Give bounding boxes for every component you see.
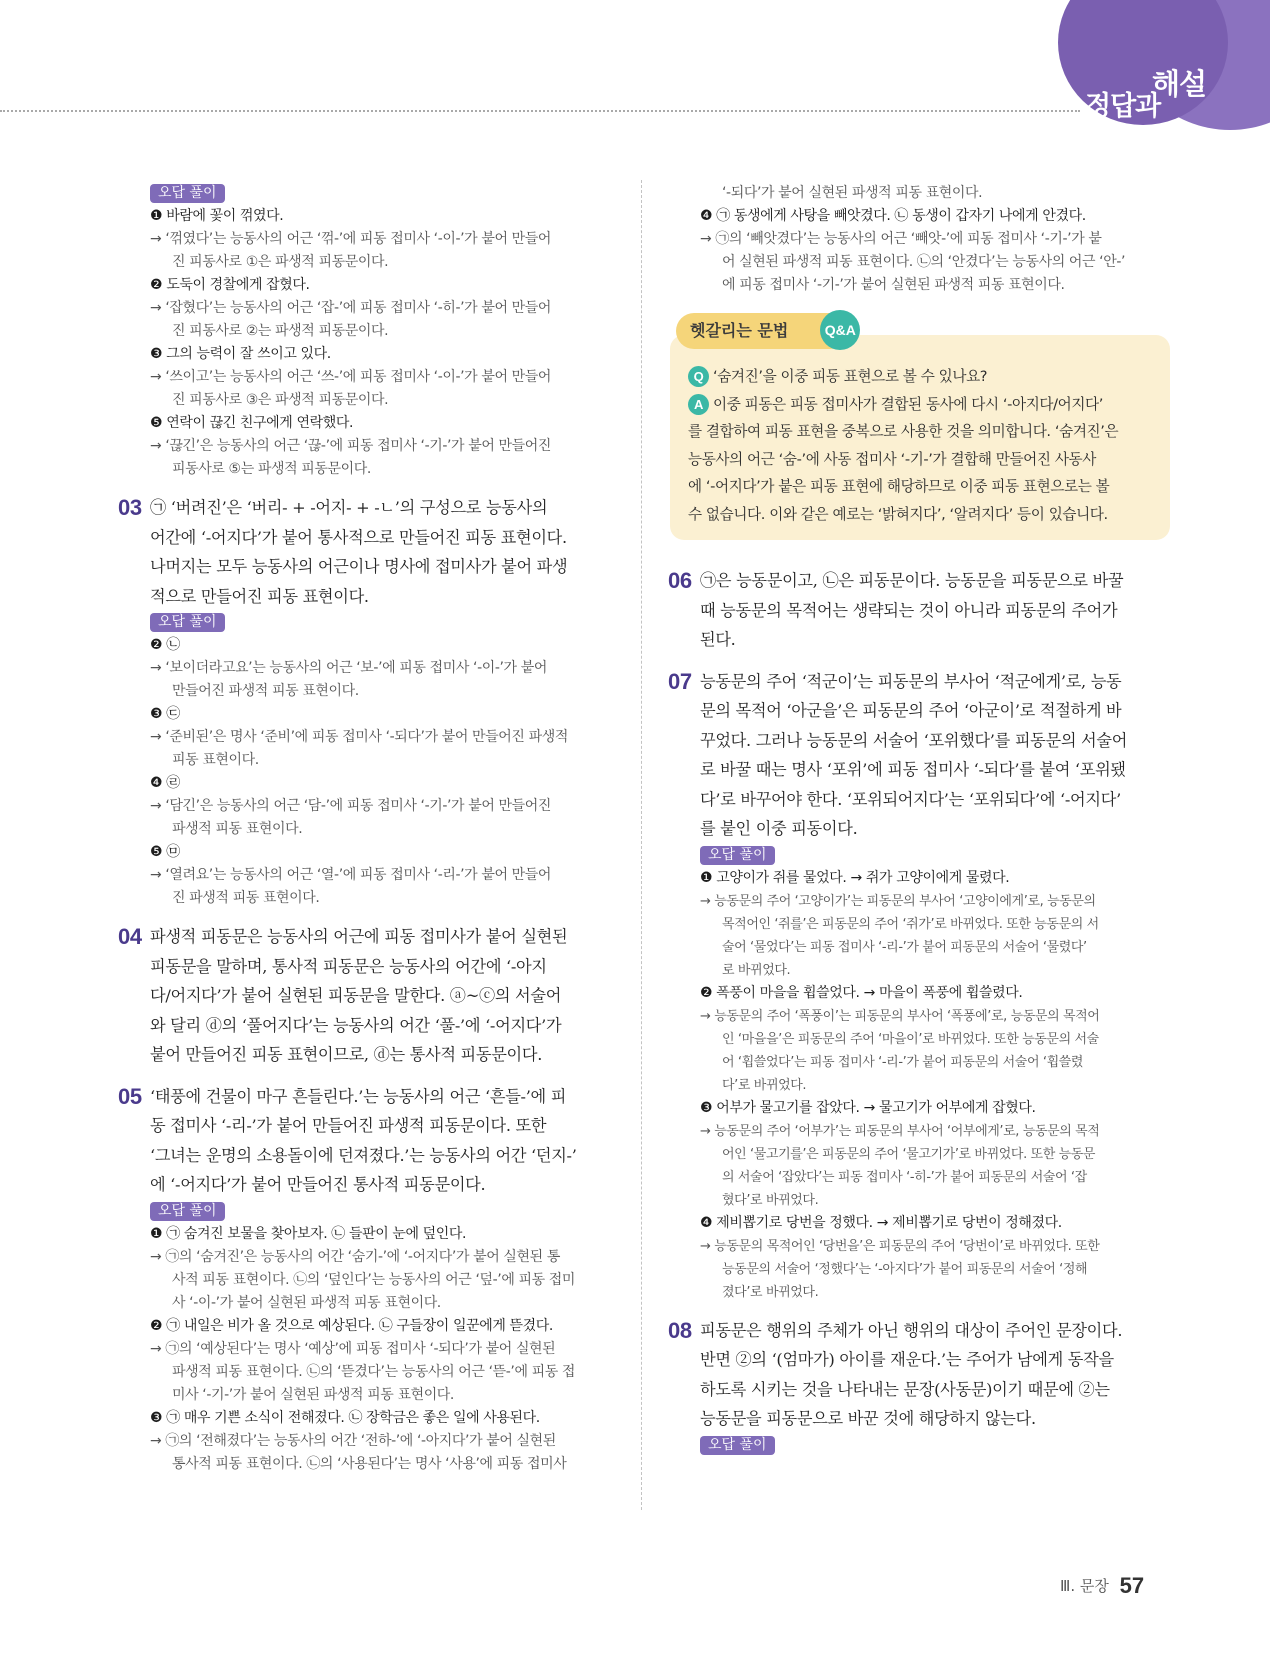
answer-line: 문의 목적어 ‘아군을’은 피동문의 주어 ‘아군이’로 적절하게 바 — [700, 701, 1122, 720]
answer-line: 적으로 만들어진 피동 표현이다. — [150, 586, 369, 606]
explanation-line: → ‘잡혔다’는 능동사의 어근 ‘잡-’에 피동 접미사 ‘-히-’가 붙어 만들어 — [150, 300, 552, 316]
choice-heading: ❶ 바람에 꽃이 꺾였다. — [150, 208, 284, 224]
answer-line: 꾸었다. 그러나 능동문의 서술어 ‘포위했다’를 피동문의 서술어 — [700, 730, 1128, 750]
choice-heading: ❸ 그의 능력이 잘 쓰이고 있다. — [150, 346, 331, 362]
column-divider — [641, 180, 642, 1510]
question-08 — [670, 1316, 1170, 1434]
explanation-line: 어 ‘휩쓸었다’는 피동 접미사 ‘-리-’가 붙어 피동문의 서술어 ‘휩쓸렸 — [722, 1054, 1084, 1070]
explanation-line: → ‘보이더라고요’는 능동사의 어근 ‘보-’에 피동 접미사 ‘-이-’가 붙어 — [150, 660, 547, 676]
explanation-line: → 능동문의 주어 ‘어부가’는 피동문의 부사어 ‘어부에게’로, 능동문의 목적 — [700, 1123, 1100, 1139]
choice-heading: ❸ ㉢ — [150, 706, 180, 722]
explanation-line: 목적어인 ‘쥐를’은 피동문의 주어 ‘쥐가’로 바뀌었다. 또한 능동문의 서 — [722, 916, 1099, 932]
choice-heading: ❺ ㉤ — [150, 844, 180, 860]
explanation-line: 능동문의 서술어 ‘정했다’는 ‘-아지다’가 붙어 피동문의 서술어 ‘정해 — [722, 1261, 1088, 1277]
answer-line: 하도록 시키는 것을 나타내는 문장(사동문)이기 때문에 ②는 — [700, 1379, 1110, 1399]
answer-line: 나머지는 모두 능동사의 어근이나 명사에 접미사가 붙어 파생 — [150, 557, 568, 576]
explanation-line: 피동 표현이다. — [172, 752, 259, 768]
question-number: 08 — [668, 1317, 692, 1343]
a-mark-icon: A — [688, 394, 709, 415]
question-number: 04 — [118, 924, 142, 949]
explanation-line: → ㉠의 ‘빼앗겼다’는 능동사의 어근 ‘빼앗-’에 피동 접미사 ‘-기-’가 붙 — [700, 231, 1102, 247]
answer-line: ㉠ ‘버려진’은 ‘버리- + -어지- + -ㄴ’의 구성으로 능동사의 — [150, 498, 548, 517]
explanation-line: 어인 ‘물고기를’은 피동문의 주어 ‘물고기가’로 바뀌었다. 또한 능동문 — [722, 1146, 1096, 1162]
answer-line: 된다. — [700, 630, 736, 649]
question-03 — [120, 493, 612, 611]
answer-line: 피동문을 말하며, 통사적 피동문은 능동사의 어간에 ‘-아지 — [150, 956, 547, 976]
answer-line: 능동문을 피동문으로 바꾼 것에 해당하지 않는다. — [700, 1409, 1036, 1428]
choice-heading: ❺ 연락이 끊긴 친구에게 연락했다. — [150, 415, 354, 431]
explanation-line: 진 파생적 피동 표현이다. — [172, 890, 320, 906]
answer-line: 와 달리 ⓓ의 ‘풀어지다’는 능동사의 어간 ‘풀-’에 ‘-어지다’가 — [150, 1015, 562, 1035]
wrong-answer-tag: 오답 풀이 — [150, 613, 225, 632]
qa-title — [676, 313, 856, 349]
answer-line: 동 접미사 ‘-리-’가 붙어 만들어진 파생적 피동문이다. 또한 — [150, 1116, 547, 1135]
qa-answer-line: 에 ‘-어지다’가 붙은 피동 표현에 해당하므로 이중 피동 표현으로는 볼 — [688, 478, 1110, 495]
answer-line: 다/어지다’가 붙어 실현된 피동문을 말한다. ⓐ~ⓒ의 서술어 — [150, 986, 562, 1005]
explanation-line: 진 피동사로 ③은 파생적 피동문이다. — [172, 392, 389, 408]
header-title-2: 해설 — [1152, 67, 1207, 101]
question-06 — [670, 566, 1170, 655]
qa-question — [688, 363, 1152, 391]
explanation-line: → ‘끊긴’은 능동사의 어근 ‘끊-’에 피동 접미사 ‘-기-’가 붙어 만들어진 — [150, 438, 552, 454]
question-number: 07 — [668, 668, 692, 694]
explanation-line: → ‘담긴’은 능동사의 어근 ‘담-’에 피동 접미사 ‘-기-’가 붙어 만들어진 — [150, 798, 552, 814]
answer-line: 능동문의 주어 ‘적군이’는 피동문의 부사어 ‘적군에게’로, 능동 — [700, 671, 1122, 691]
answer-line: 에 ‘-어지다’가 붙어 만들어진 통사적 피동문이다. — [150, 1175, 486, 1194]
explanation-line: 사적 피동 표현이다. ㉡의 ‘덮인다’는 능동사의 어근 ‘덮-’에 피동 접미 — [172, 1271, 576, 1288]
choice-heading: ❹ ㉠ 동생에게 사탕을 빼앗겼다. ㉡ 동생이 갑자기 나에게 안겼다. — [700, 208, 1086, 224]
question-07 — [670, 667, 1170, 844]
choice-heading: ❷ 도둑이 경찰에게 잡혔다. — [150, 277, 310, 293]
qa-answer-line: 를 결합하여 피동 표현을 중복으로 사용한 것을 의미합니다. ‘숨겨진’은 — [688, 423, 1119, 440]
choice-heading: ❶ ㉠ 숨겨진 보물을 찾아보자. ㉡ 들판이 눈에 덮인다. — [150, 1225, 467, 1242]
explanation-line: 진 피동사로 ①은 파생적 피동문이다. — [172, 254, 389, 270]
right-column — [670, 182, 1170, 1457]
choice-heading: ❷ 폭풍이 마을을 휩쓸었다. → 마을이 폭풍에 휩쓸렸다. — [700, 984, 1023, 1001]
qa-box — [670, 321, 1170, 540]
explanation-line: 만들어진 파생적 피동 표현이다. — [172, 683, 359, 699]
explanation-line: → ㉠의 ‘전해졌다’는 능동사의 어간 ‘전하-’에 ‘-아지다’가 붙어 실현된 — [150, 1432, 556, 1449]
choice-heading: ❶ 고양이가 쥐를 물었다. → 쥐가 고양이에게 물렸다. — [700, 869, 1010, 886]
question-05 — [120, 1082, 612, 1200]
explanation-block — [670, 182, 1170, 297]
answer-line: ‘그녀는 운명의 소용돌이에 던져졌다.’는 능동사의 어간 ‘던지-’ — [150, 1145, 577, 1165]
question-number: 05 — [118, 1083, 142, 1109]
explanation-line: ‘-되다’가 붙어 실현된 파생적 피동 표현이다. — [722, 185, 983, 201]
explanation-line: 파생적 피동 표현이다. ㉡의 ‘뜯겼다’는 능동사의 어근 ‘뜯-’에 피동 접 — [172, 1363, 576, 1380]
answer-line: 로 바꿀 때는 명사 ‘포위’에 피동 접미사 ‘-되다’를 붙여 ‘포위됐 — [700, 760, 1126, 779]
question-text: ‘숨겨진’을 이중 피동 표현으로 볼 수 있나요? — [713, 368, 988, 385]
explanation-line: 통사적 피동 표현이다. ㉡의 ‘사용된다’는 명사 ‘사용’에 피동 접미사 — [172, 1455, 567, 1472]
choice-heading: ❷ ㉡ — [150, 637, 180, 653]
answer-line: 피동문은 행위의 주체가 아닌 행위의 대상이 주어인 문장이다. — [700, 1320, 1123, 1340]
wrong-answer-tag: 오답 풀이 — [150, 1202, 225, 1221]
explanation-line: 미사 ‘-기-’가 붙어 실현된 파생적 피동 표현이다. — [172, 1386, 454, 1403]
explanation-line: 인 ‘마을을’은 피동문의 주어 ‘마을이’로 바뀌었다. 또한 능동문의 서술 — [722, 1031, 1099, 1047]
question-number: 03 — [118, 495, 142, 520]
explanation-line: → 능동문의 주어 ‘폭풍이’는 피동문의 부사어 ‘폭풍에’로, 능동문의 목적어 — [700, 1008, 1100, 1024]
qa-answer-line — [688, 391, 1152, 419]
explanation-line: → ㉠의 ‘예상된다’는 명사 ‘예상’에 피동 접미사 ‘-되다’가 붙어 실현된 — [150, 1340, 556, 1357]
wrong-answer-tag: 오답 풀이 — [700, 1436, 775, 1455]
explanation-block — [670, 867, 1170, 1304]
explanation-line: 진 피동사로 ②는 파생적 피동문이다. — [172, 323, 389, 339]
wrong-answer-tag: 오답 풀이 — [700, 846, 775, 865]
choice-heading: ❷ ㉠ 내일은 비가 올 것으로 예상된다. ㉡ 구들장이 일꾼에게 뜯겼다. — [150, 1317, 553, 1334]
explanation-line: → ‘열려요’는 능동사의 어근 ‘열-’에 피동 접미사 ‘-리-’가 붙어 만들어 — [150, 867, 552, 883]
explanation-line: 의 서술어 ‘잡았다’는 피동 접미사 ‘-히-’가 붙어 피동문의 서술어 ‘잡 — [722, 1169, 1087, 1185]
explanation-line: → ‘준비된’은 명사 ‘준비’에 피동 접미사 ‘-되다’가 붙어 만들어진 파생적 — [150, 729, 568, 745]
answer-line: 다’로 바꾸어야 한다. ‘포위되어지다’는 ‘포위되다’에 ‘-어지다’ — [700, 789, 1121, 809]
chapter-label: Ⅲ. 문장 — [1060, 1577, 1109, 1595]
answer-line: 붙어 만들어진 피동 표현이므로, ⓓ는 통사적 피동문이다. — [150, 1045, 543, 1064]
qa-answer-line: 능동사의 어근 ‘숨-’에 사동 접미사 ‘-기-’가 결합해 만들어진 사동사 — [688, 450, 1096, 468]
answer-line: 를 붙인 이중 피동이다. — [700, 819, 858, 838]
answer-text: 이중 피동은 피동 접미사가 결합된 동사에 다시 ‘-아지다/어지다’ — [713, 395, 1103, 413]
explanation-block — [120, 205, 612, 481]
explanation-line: 로 바뀌었다. — [722, 962, 791, 978]
explanation-line: → ㉠의 ‘숨겨진’은 능동사의 어간 ‘숨기-’에 ‘-어지다’가 붙어 실현된 통 — [150, 1248, 560, 1265]
choice-heading: ❸ 어부가 물고기를 잡았다. → 물고기가 어부에게 잡혔다. — [700, 1099, 1036, 1116]
explanation-line: → 능동문의 목적어인 ‘당번을’은 피동문의 주어 ‘당번이’로 바뀌었다. 또한 — [700, 1238, 1100, 1254]
explanation-line: 졌다’로 바뀌었다. — [722, 1284, 819, 1300]
answer-line: ‘태풍에 건물이 마구 흔들린다.’는 능동사의 어근 ‘흔들-’에 피 — [150, 1086, 567, 1106]
left-column — [120, 182, 612, 1476]
page-number: 57 — [1119, 1573, 1145, 1598]
explanation-block — [120, 1223, 612, 1476]
explanation-line: 에 피동 접미사 ‘-기-’가 붙어 실현된 파생적 피동 표현이다. — [722, 277, 1065, 293]
qa-answer-line: 수 없습니다. 이와 같은 예로는 ‘밝혀지다’, ‘알려지다’ 등이 있습니다. — [688, 505, 1108, 523]
question-04 — [120, 922, 612, 1070]
header-title-1: 정답과 — [1085, 91, 1161, 122]
explanation-line: 다’로 바뀌었다. — [722, 1077, 807, 1093]
explanation-line: 파생적 피동 표현이다. — [172, 821, 303, 837]
q-mark-icon: Q — [688, 366, 709, 387]
qa-title-text: 헷갈리는 문법 — [690, 321, 789, 340]
explanation-line: → ‘쓰이고’는 능동사의 어근 ‘쓰-’에 피동 접미사 ‘-이-’가 붙어 만들어 — [150, 369, 552, 385]
answer-line: 때 능동문의 목적어는 생략되는 것이 아니라 피동문의 주어가 — [700, 600, 1118, 620]
wrong-answer-tag: 오답 풀이 — [150, 184, 225, 203]
question-number: 06 — [668, 568, 692, 593]
explanation-block — [120, 634, 612, 910]
explanation-line: 사 ‘-이-’가 붙어 실현된 파생적 피동 표현이다. — [172, 1294, 441, 1311]
explanation-line: 피동사로 ⑤는 파생적 피동문이다. — [172, 461, 371, 477]
choice-heading: ❹ 제비뽑기로 당번을 정했다. → 제비뽑기로 당번이 정해졌다. — [700, 1214, 1062, 1231]
explanation-line: → ‘꺾였다’는 능동사의 어근 ‘꺾-’에 피동 접미사 ‘-이-’가 붙어 만들어 — [150, 231, 552, 247]
choice-heading: ❸ ㉠ 매우 기쁜 소식이 전해졌다. ㉡ 장학금은 좋은 일에 사용된다. — [150, 1409, 540, 1426]
answer-line: ㉠은 능동문이고, ㉡은 피동문이다. 능동문을 피동문으로 바꿀 — [700, 571, 1124, 590]
explanation-line: → 능동문의 주어 ‘고양이가’는 피동문의 부사어 ‘고양이에게’로, 능동문의 — [700, 893, 1096, 909]
explanation-line: 술어 ‘물었다’는 피동 접미사 ‘-리-’가 붙어 피동문의 서술어 ‘물렸다’ — [722, 939, 1087, 955]
answer-line: 어간에 ‘-어지다’가 붙어 통사적으로 만들어진 피동 표현이다. — [150, 527, 567, 547]
qa-badge: Q&A — [820, 310, 860, 350]
answer-line: 파생적 피동문은 능동사의 어근에 피동 접미사가 붙어 실현된 — [150, 927, 568, 946]
choice-heading: ❹ ㉣ — [150, 775, 180, 791]
answer-line: 반면 ②의 ‘(엄마가) 아이를 재운다.’는 주어가 남에게 동작을 — [700, 1350, 1114, 1369]
explanation-line: 혔다’로 바뀌었다. — [722, 1192, 819, 1208]
explanation-line: 어 실현된 파생적 피동 표현이다. ㉡의 ‘안겼다’는 능동사의 어근 ‘안-’ — [722, 254, 1126, 270]
header-dotted-rule — [0, 110, 1080, 112]
page-footer — [1060, 1573, 1144, 1599]
